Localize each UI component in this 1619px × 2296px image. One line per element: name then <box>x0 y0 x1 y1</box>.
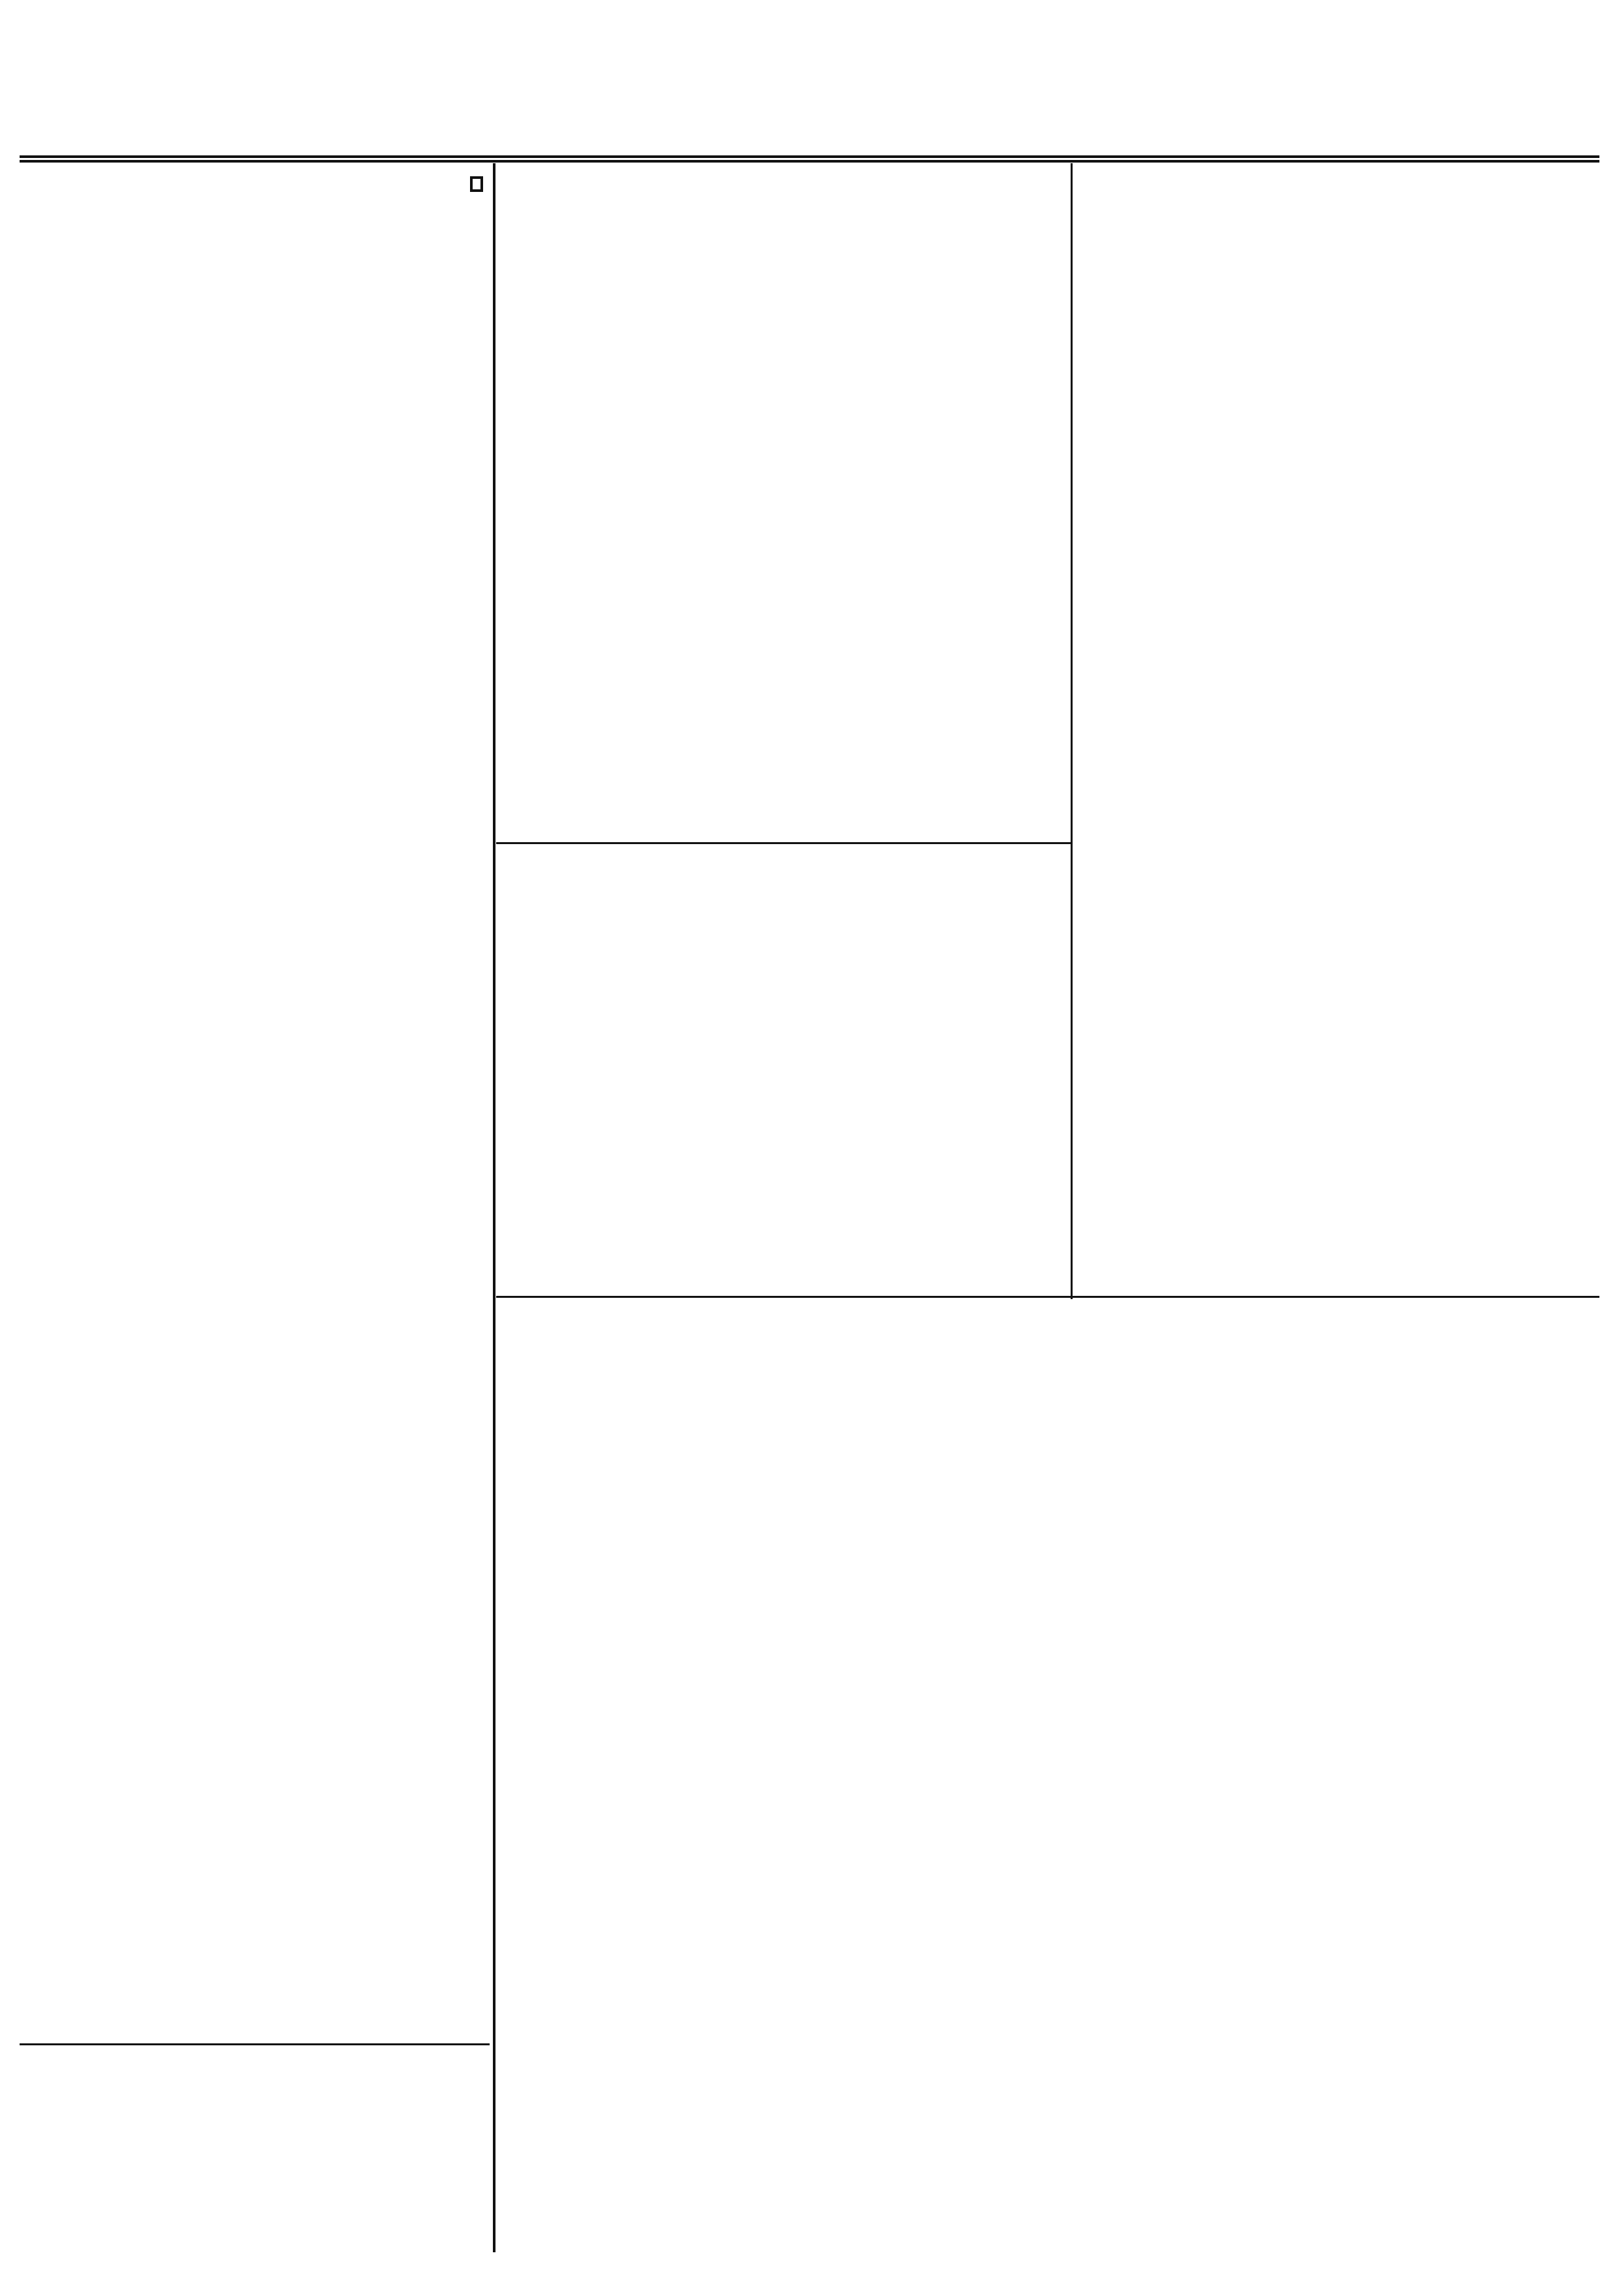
suiyuan-body <box>512 1854 695 2220</box>
conspiracy-body <box>796 1779 979 2210</box>
editorial-body-3 <box>33 1208 483 1665</box>
editorial-body-2 <box>33 718 483 1175</box>
lead-body-2 <box>1136 633 1593 829</box>
students-body <box>823 855 947 1280</box>
communist-japanese-story <box>790 1766 1077 2223</box>
navy-body <box>1090 855 1495 1280</box>
marshall-body <box>512 1315 891 1759</box>
column-body <box>39 2056 346 2239</box>
opium-story <box>499 163 956 836</box>
editorial-label <box>470 176 483 192</box>
students-story-box <box>813 842 1071 1293</box>
opium-body <box>512 183 787 823</box>
truman-story <box>1077 1302 1599 1707</box>
masthead <box>20 104 1599 157</box>
macarthur-story <box>1345 1880 1599 2154</box>
editorial-body-4 <box>33 1697 483 2024</box>
editorial <box>20 163 490 2252</box>
suiyuan-story <box>499 1841 787 2233</box>
lead-story <box>953 163 1599 836</box>
editorial-body <box>33 183 353 692</box>
lead-body-1 <box>1142 189 1325 594</box>
truman-body <box>1090 1315 1462 1694</box>
navy-story <box>1077 842 1599 1293</box>
